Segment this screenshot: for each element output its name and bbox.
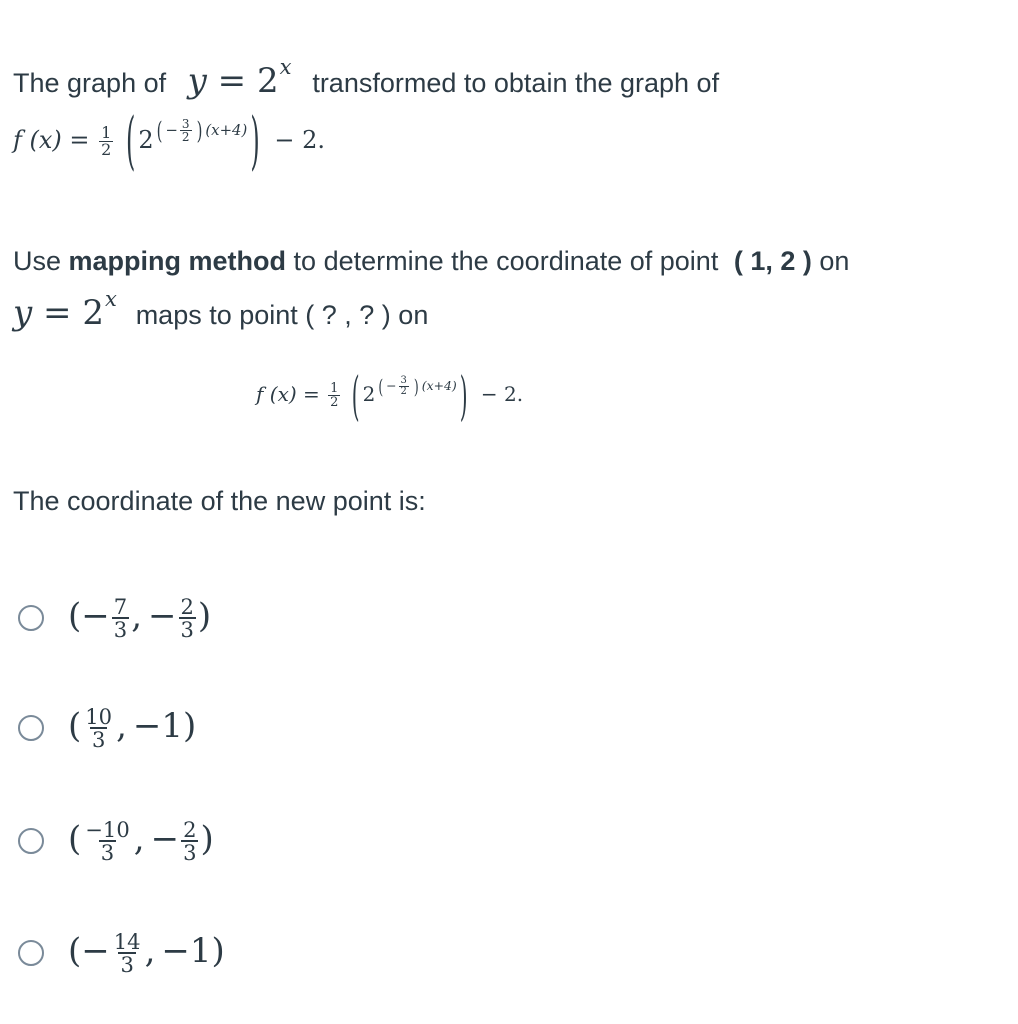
option-4-radio[interactable]	[18, 940, 44, 966]
option-2-radio[interactable]	[18, 715, 44, 741]
option-3-radio[interactable]	[18, 828, 44, 854]
transform-text: transformed to obtain the graph of	[312, 67, 720, 98]
question-line-1	[13, 54, 719, 101]
function-formula-2: f (x) = $\frac{1}{2}$ ( 2 $^{( - \frac{3}{2} ) (x+4)}$ ) − 2.	[256, 364, 524, 427]
option-2-label[interactable]: ( $\frac{10}{3}$ , −1)	[68, 704, 197, 753]
source-point: ( 1, 2 )	[733, 246, 812, 276]
base-function: y = 2$^x$	[187, 54, 292, 101]
half-fraction: $\frac{1}{2}$	[101, 122, 112, 159]
option-1-label[interactable]: (− $\frac{7}{3}$ , − $\frac{2}{3}$ )	[68, 594, 212, 643]
intro-text: The graph of	[13, 67, 167, 98]
result-prompt: The coordinate of the new point is:	[13, 486, 426, 516]
option-3-label[interactable]: ( $\frac{-10}{3}$ , − $\frac{2}{3}$ )	[68, 817, 214, 866]
mapping-method-emphasis: mapping method	[68, 246, 287, 276]
option-4-label[interactable]: (− $\frac{14}{3}$ , −1)	[68, 929, 225, 978]
option-1-radio[interactable]	[18, 605, 44, 631]
function-formula-1: f (x) = $\frac{1}{2}$ ( 2 $^{( - \frac{3}{2} ) (x+4)}$ ) − 2.	[13, 104, 325, 178]
question-line-2: Use mapping method to determine the coordinate of point ( 1, 2 ) on	[13, 246, 850, 276]
question-line-3: y = 2$^x$ maps to point ( ? , ? ) on	[13, 286, 429, 333]
